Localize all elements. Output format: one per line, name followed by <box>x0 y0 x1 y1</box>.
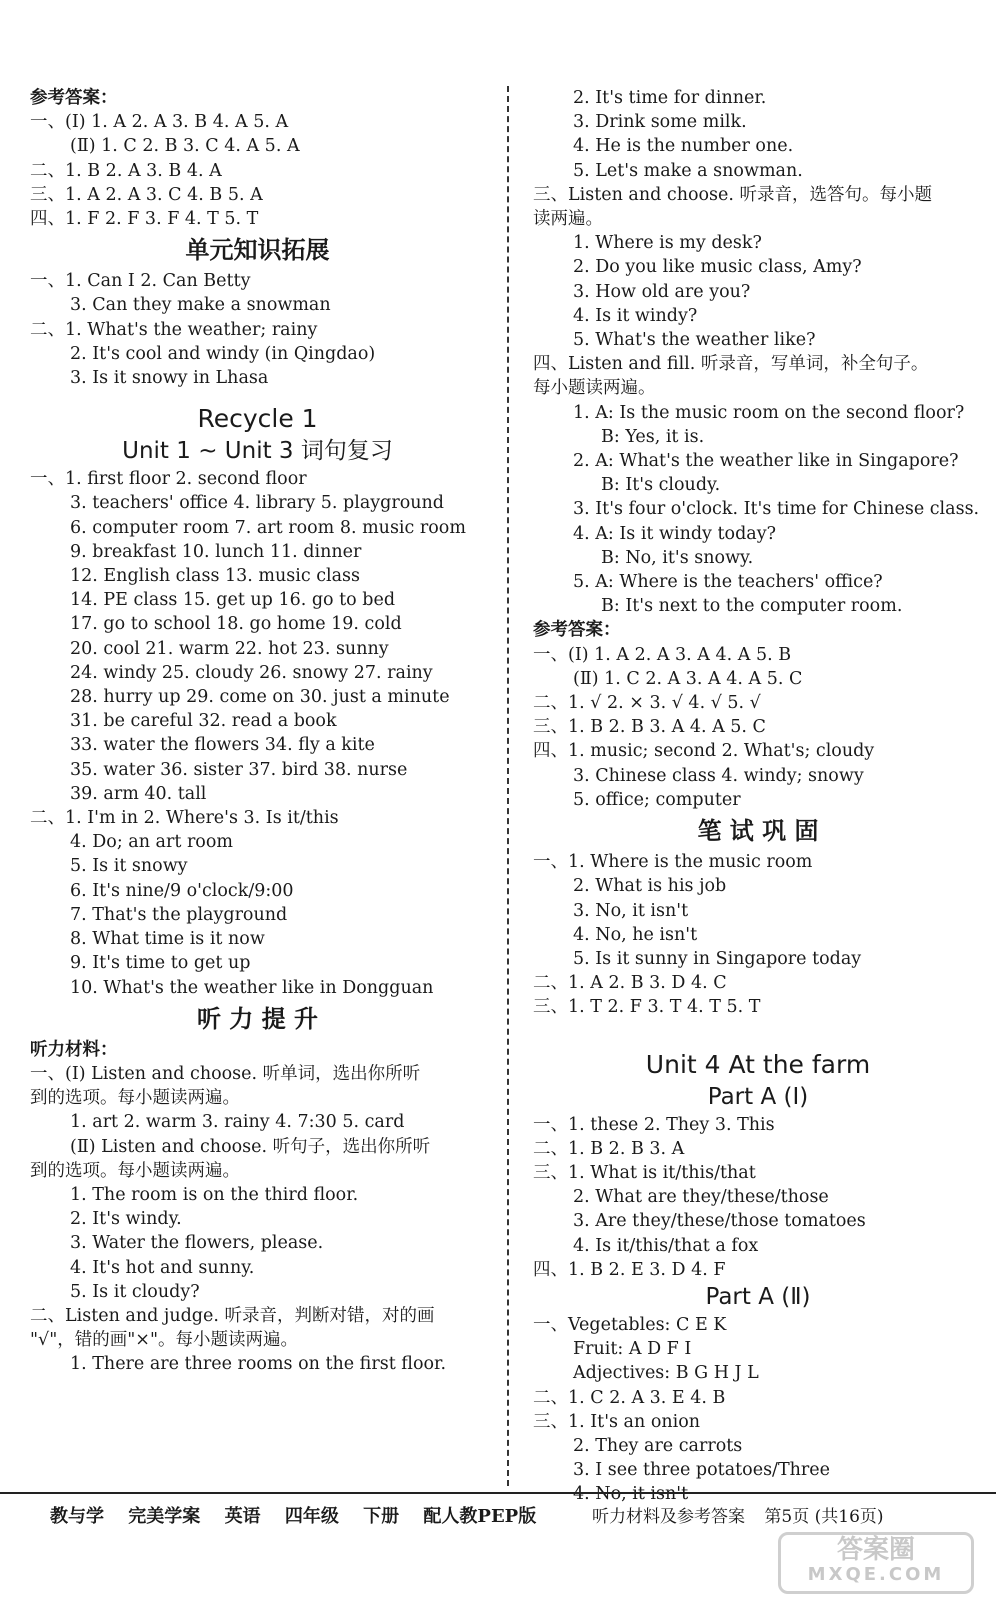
text-line: B: Yes, it is. <box>601 426 705 447</box>
left-column <box>30 86 485 1377</box>
text-line: 4. No, it isn't <box>573 1484 689 1505</box>
answer-heading: 听力材料： <box>30 1039 118 1060</box>
text-line: 1. The room is on the third floor. <box>70 1184 359 1205</box>
text-line: 17. go to school 18. go home 19. cold <box>70 614 402 635</box>
text-line: 一、(Ⅰ) 1. A 2. A 3. A 4. A 5. B <box>533 644 792 665</box>
text-line: 三、1. A 2. A 3. C 4. B 5. A <box>30 184 263 205</box>
section-heading: 笔 试 巩 固 <box>697 817 819 846</box>
footer-publisher: 教与学 <box>50 1506 104 1527</box>
text-line: 3. Water the flowers, please. <box>70 1233 324 1254</box>
text-line: 3. Can they make a snowman <box>70 295 331 316</box>
text-line: 一、Vegetables: C E K <box>533 1314 727 1335</box>
text-line: 二、1. √ 2. × 3. √ 4. √ 5. √ <box>533 693 761 714</box>
answer-heading: 参考答案： <box>533 620 621 641</box>
text-line: 二、1. What's the weather; rainy <box>30 319 318 340</box>
text-line: 二、1. B 2. B 3. A <box>533 1138 685 1159</box>
text-line: B: No, it's snowy. <box>601 547 754 568</box>
text-line: 35. water 36. sister 37. bird 38. nurse <box>70 759 408 780</box>
text-line: 1. art 2. warm 3. rainy 4. 7:30 5. card <box>70 1112 405 1133</box>
text-line: 三、1. B 2. B 3. A 4. A 5. C <box>533 717 766 738</box>
text-line: 4. Is it/this/that a fox <box>573 1235 759 1256</box>
text-line: 5. What's the weather like? <box>573 330 816 351</box>
text-line: 四、1. B 2. E 3. D 4. F <box>533 1259 726 1280</box>
text-line: 3. Drink some milk. <box>573 112 747 133</box>
text-line: 4. A: Is it windy today? <box>573 523 776 544</box>
text-line: 一、1. Where is the music room <box>533 852 813 873</box>
section-heading: Unit 4 At the farm <box>645 1049 871 1079</box>
section-heading: Part A (Ⅰ) <box>707 1083 809 1110</box>
footer-edition: 配人教PEP版 <box>423 1506 537 1527</box>
text-line: 2. A: What's the weather like in Singapore? <box>573 451 959 472</box>
text-line: 9. It's time to get up <box>70 953 251 974</box>
answer-heading: 参考答案： <box>30 88 118 108</box>
text-line: 4. It's hot and sunny. <box>70 1257 255 1278</box>
text-line: 39. arm 40. tall <box>70 783 207 804</box>
text-line: 2. They are carrots <box>573 1435 743 1456</box>
text-line: 2. It's cool and windy (in Qingdao) <box>70 343 376 364</box>
section-heading: Unit 1 ~ Unit 3 词句复习 <box>122 438 393 465</box>
text-line: 5. Is it snowy <box>70 856 188 877</box>
text-line: 5. Let's make a snowman. <box>573 160 803 181</box>
text-line: 到的选项。每小题读两遍。 <box>30 1160 240 1181</box>
text-line: 四、1. music; second 2. What's; cloudy <box>533 741 875 762</box>
text-line: 一、(Ⅰ) Listen and choose. 听单词，选出你所听 <box>30 1063 421 1084</box>
text-line: 三、Listen and choose. 听录音，选答句。每小题 <box>533 184 932 205</box>
text-line: 每小题读两遍。 <box>533 378 656 399</box>
page-number: 第5页 (共16页) <box>764 1507 884 1527</box>
text-line: 2. Do you like music class, Amy? <box>573 257 862 278</box>
text-line: (Ⅱ) 1. C 2. B 3. C 4. A 5. A <box>70 136 300 157</box>
text-line: 二、1. I'm in 2. Where's 3. Is it/this <box>30 808 339 829</box>
text-line: 3. teachers' office 4. library 5. playground <box>70 493 445 514</box>
watermark-logo <box>778 1532 974 1594</box>
text-line: 14. PE class 15. get up 16. go to bed <box>70 590 396 611</box>
text-line: 12. English class 13. music class <box>70 566 360 587</box>
text-line: 一、1. these 2. They 3. This <box>533 1114 775 1135</box>
footer-volume: 下册 <box>363 1506 400 1527</box>
footer-grade: 四年级 <box>284 1506 339 1527</box>
text-line: 二、1. B 2. A 3. B 4. A <box>30 160 222 181</box>
text-line: Fruit: A D F I <box>573 1339 692 1360</box>
text-line: B: It's cloudy. <box>601 475 721 496</box>
watermark-text: 答案圈 <box>836 1535 915 1565</box>
text-line: Adjectives: B G H J L <box>573 1363 759 1384</box>
text-line: 读两遍。 <box>533 209 603 230</box>
text-line: 二、1. C 2. A 3. E 4. B <box>533 1387 726 1408</box>
text-line: 1. There are three rooms on the first floor. <box>70 1354 447 1375</box>
text-line: 7. That's the playground <box>70 904 288 925</box>
text-line: 3. Is it snowy in Lhasa <box>70 368 269 389</box>
text-line: 4. Is it windy? <box>573 305 698 326</box>
text-line: 20. cool 21. warm 22. hot 23. sunny <box>70 638 389 659</box>
text-line: 一、1. first floor 2. second floor <box>30 469 307 490</box>
text-line: 一、1. Can I 2. Can Betty <box>30 271 251 292</box>
text-line: 5. Is it cloudy? <box>70 1281 200 1302</box>
text-line: 5. Is it sunny in Singapore today <box>573 948 862 969</box>
text-line: 5. A: Where is the teachers' office? <box>573 572 883 593</box>
text-line: B: It's next to the computer room. <box>601 596 903 617</box>
text-line: 2. What is his job <box>573 876 727 897</box>
text-line: 3. No, it isn't <box>573 900 689 921</box>
text-line: 1. A: Is the music room on the second floor? <box>573 402 965 423</box>
spacer <box>533 1020 983 1036</box>
text-line: 一、(Ⅰ) 1. A 2. A 3. B 4. A 5. A <box>30 112 289 133</box>
text-line: 6. computer room 7. art room 8. music room <box>70 517 466 538</box>
text-line: 3. Are they/these/those tomatoes <box>573 1211 866 1232</box>
text-line: 2. It's windy. <box>70 1209 182 1230</box>
text-line: "√"，错的画"×"。每小题读两遍。 <box>30 1330 299 1351</box>
text-line: 10. What's the weather like in Dongguan <box>70 977 434 998</box>
text-line: 5. office; computer <box>573 789 741 810</box>
text-line: 三、1. It's an onion <box>533 1411 701 1432</box>
text-line: 3. It's four o'clock. It's time for Chinese class. <box>573 499 980 520</box>
footer-series: 完美学案 <box>128 1506 201 1527</box>
text-line: 4. He is the number one. <box>573 136 794 157</box>
text-line: 2. It's time for dinner. <box>573 88 767 108</box>
text-line: 4. Do; an art room <box>70 832 233 853</box>
text-line: 三、1. T 2. F 3. T 4. T 5. T <box>533 997 761 1018</box>
page-info <box>592 1502 898 1527</box>
text-line: 4. No, he isn't <box>573 924 698 945</box>
text-line: 6. It's nine/9 o'clock/9:00 <box>70 880 294 901</box>
text-line: 24. windy 25. cloudy 26. snowy 27. rainy <box>70 662 433 683</box>
text-line: 四、1. F 2. F 3. F 4. T 5. T <box>30 209 259 230</box>
text-line: (Ⅱ) Listen and choose. 听句子，选出你所听 <box>70 1136 431 1157</box>
section-heading: Part A (Ⅱ) <box>705 1283 811 1310</box>
section-heading: Recycle 1 <box>197 404 318 434</box>
text-line: 2. What are they/these/those <box>573 1187 829 1208</box>
text-line: (Ⅱ) 1. C 2. A 3. A 4. A 5. C <box>573 668 803 689</box>
text-line: 28. hurry up 29. come on 30. just a minute <box>70 687 450 708</box>
text-line: 3. Chinese class 4. windy; snowy <box>573 765 864 786</box>
text-line: 9. breakfast 10. lunch 11. dinner <box>70 541 362 562</box>
text-line: 二、1. A 2. B 3. D 4. C <box>533 973 727 994</box>
text-line: 二、Listen and judge. 听录音，判断对错，对的画 <box>30 1305 435 1326</box>
column-divider <box>507 86 509 1486</box>
text-line: 8. What time is it now <box>70 929 265 950</box>
section-heading: 单元知识拓展 <box>185 236 330 265</box>
watermark-url: MXQE.COM <box>807 1564 945 1585</box>
text-line: 33. water the flowers 34. fly a kite <box>70 735 375 756</box>
footer-section: 听力材料及参考答案 <box>592 1507 745 1527</box>
text-line: 到的选项。每小题读两遍。 <box>30 1088 240 1109</box>
text-line: 31. be careful 32. read a book <box>70 711 337 732</box>
text-line: 1. Where is my desk? <box>573 233 762 254</box>
section-heading: 听 力 提 升 <box>196 1004 319 1033</box>
page-footer <box>0 1492 996 1534</box>
text-line: 四、Listen and fill. 听录音，写单词，补全句子。 <box>533 354 929 375</box>
text-line: 3. How old are you? <box>573 281 751 302</box>
text-line: 三、1. What is it/this/that <box>533 1162 756 1183</box>
right-column <box>533 86 983 1507</box>
footer-subject: 英语 <box>224 1506 261 1527</box>
book-info <box>50 1502 554 1528</box>
text-line: 3. I see three potatoes/Three <box>573 1460 830 1481</box>
